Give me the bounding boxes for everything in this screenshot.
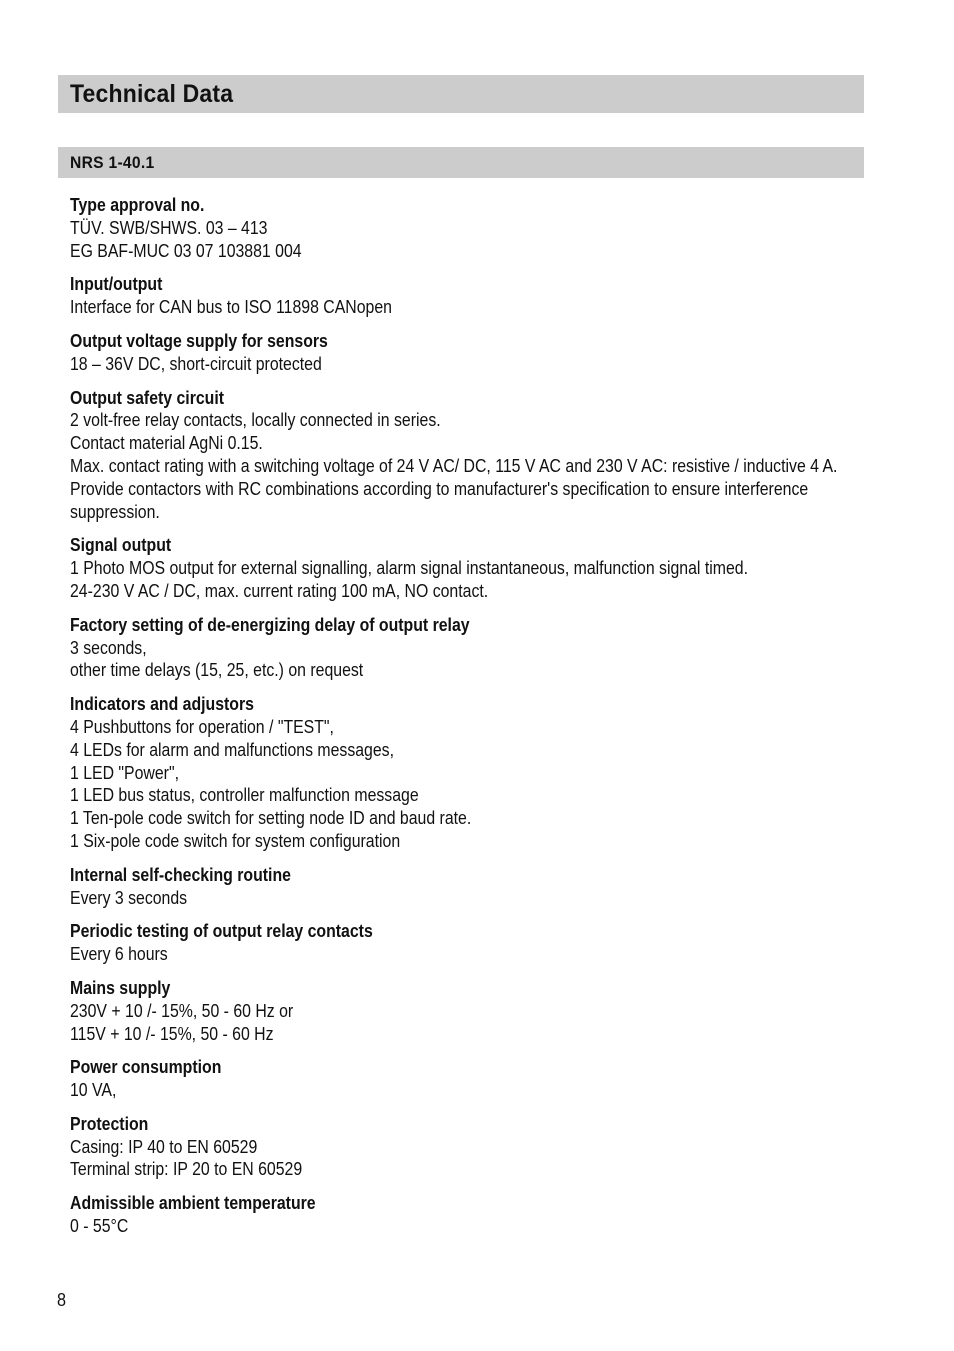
spec-heading: Type approval no. [70,195,205,215]
model-bar [58,147,864,178]
spec-heading: Periodic testing of output relay contacts [70,921,373,942]
spec-line: Max. contact rating with a switching voltage of 24 V AC/ DC, 115 V AC and 230 V AC: resistive / inductive 4 A. [70,455,838,476]
spec-heading: Output voltage supply for sensors [70,330,328,351]
spec-line: Contact material AgNi 0.15. [70,433,263,454]
spec-section [70,534,870,602]
spec-section [70,864,870,910]
spec-section [70,1192,870,1238]
spec-line: 1 LED "Power", [70,762,179,783]
spec-line: 0 - 55°C [70,1216,129,1237]
spec-section [70,693,870,853]
spec-section [70,387,870,524]
spec-section [70,1113,870,1181]
spec-heading: Admissible ambient temperature [70,1193,316,1214]
spec-line: 1 Photo MOS output for external signalling, alarm signal instantaneous, malfunction signal timed. [70,558,748,579]
spec-line: 10 VA, [70,1080,117,1101]
spec-line: Casing: IP 40 to EN 60529 [70,1136,258,1157]
spec-section [70,273,870,319]
spec-section [70,1056,870,1102]
page-number: 8 [57,1290,67,1310]
spec-line: Provide contactors with RC combinations according to manufacturer's specification to ensure interference [70,478,809,499]
page-title: Technical Data [70,79,234,108]
spec-line: EG BAF-MUC 03 07 103881 004 [70,240,302,261]
spec-section [70,614,870,682]
spec-heading: Indicators and adjustors [70,694,254,715]
spec-heading: Factory setting of de-energizing delay of output relay [70,614,470,635]
spec-list [70,194,870,1249]
spec-section [70,194,870,262]
spec-heading: Protection [70,1113,149,1134]
spec-section [70,977,870,1045]
spec-line: 115V + 10 /- 15%, 50 - 60 Hz [70,1023,274,1044]
spec-section [70,330,870,376]
spec-heading: Input/output [70,274,163,295]
spec-line: 3 seconds, [70,637,147,658]
spec-line: Every 6 hours [70,944,168,965]
spec-line: 1 LED bus status, controller malfunction message [70,785,419,806]
spec-line: 1 Six-pole code switch for system configuration [70,830,401,851]
spec-section [70,920,870,966]
spec-line: 230V + 10 /- 15%, 50 - 60 Hz or [70,1000,294,1021]
spec-heading: Power consumption [70,1057,222,1078]
spec-heading: Internal self-checking routine [70,864,291,885]
spec-line: 18 – 36V DC, short-circuit protected [70,353,322,374]
spec-heading: Mains supply [70,977,171,998]
spec-heading: Output safety circuit [70,387,225,408]
spec-line: suppression. [70,501,160,522]
spec-line: 4 LEDs for alarm and malfunctions messages, [70,739,394,760]
spec-heading: Signal output [70,535,172,556]
spec-line: Interface for CAN bus to ISO 11898 CANopen [70,297,392,318]
spec-line: 24-230 V AC / DC, max. current rating 100 mA, NO contact. [70,580,489,601]
spec-line: 2 volt-free relay contacts, locally connected in series. [70,410,441,431]
spec-line: 4 Pushbuttons for operation / "TEST", [70,716,334,737]
spec-line: 1 Ten-pole code switch for setting node ID and baud rate. [70,808,472,829]
model-name: NRS 1-40.1 [70,152,155,172]
spec-line: Terminal strip: IP 20 to EN 60529 [70,1159,303,1180]
title-bar [58,75,864,113]
spec-line: Every 3 seconds [70,887,188,908]
spec-line: other time delays (15, 25, etc.) on request [70,660,364,681]
spec-line: TÜV. SWB/SHWS. 03 – 413 [70,217,268,238]
